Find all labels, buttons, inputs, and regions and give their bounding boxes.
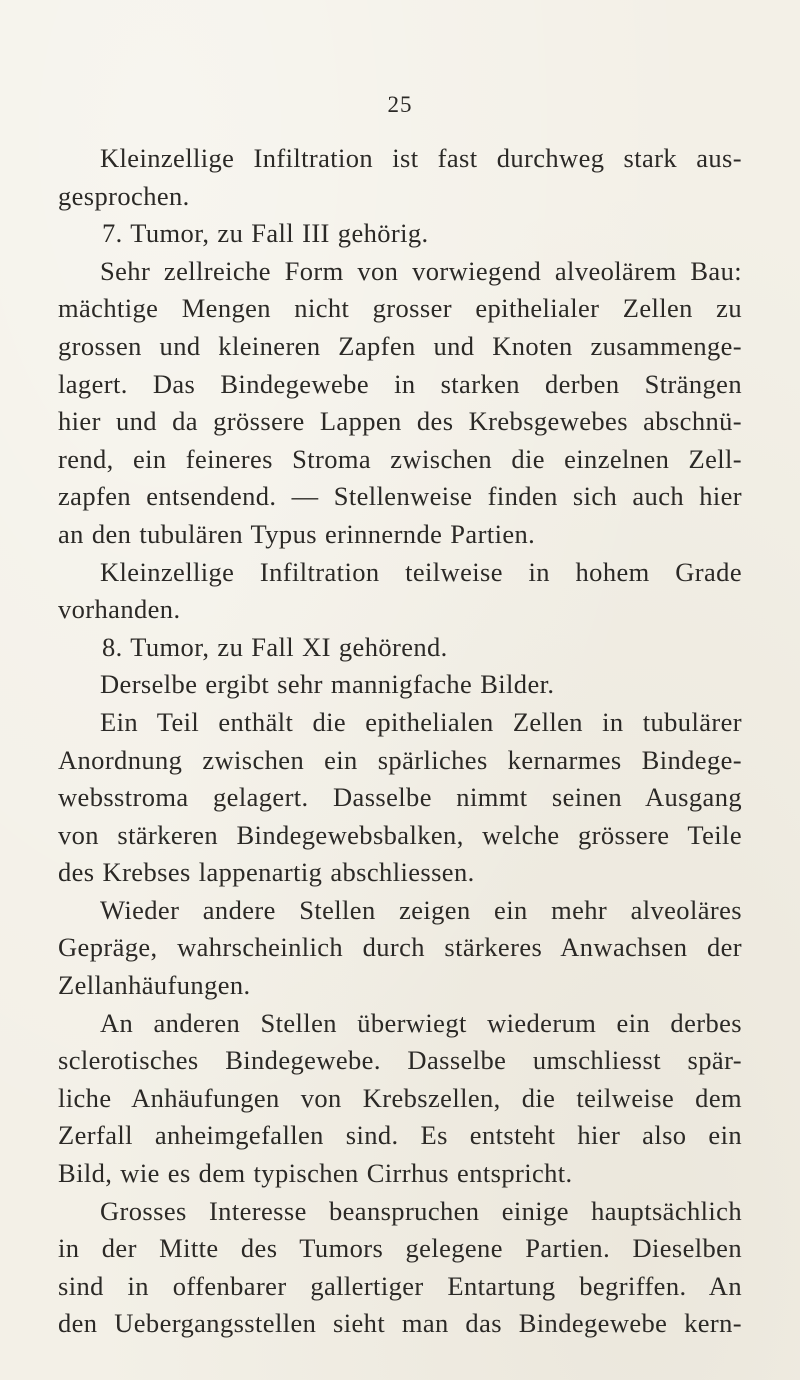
- section-heading: 8. Tumor, zu Fall XI gehörend.: [102, 631, 448, 662]
- text-line: Wieder andere Stellen zeigen ein mehr alveoläres: [100, 894, 742, 925]
- section-heading: 7. Tumor, zu Fall III gehörig.: [102, 218, 429, 249]
- text-line: Sehr zellreiche Form von vorwiegend alveolärem Bau:: [100, 255, 742, 286]
- text-line: Zerfall anheimgefallen sind. Es entsteht hier also ein: [58, 1120, 742, 1151]
- text-line: An anderen Stellen überwiegt wiederum ein derbes: [100, 1007, 742, 1038]
- text-line: von stärkeren Bindegewebsbalken, welche grössere Teile: [58, 819, 742, 850]
- text-line: sclerotisches Bindegewebe. Dasselbe umschliesst spär-: [58, 1045, 742, 1076]
- text-line: hier und da grössere Lappen des Krebsgewebes abschnü-: [58, 406, 742, 437]
- text-line: in der Mitte des Tumors gelegene Partien. Dieselben: [58, 1233, 742, 1264]
- text-line: Kleinzellige Infiltration teilweise in hohem Grade: [100, 556, 742, 587]
- text-line: grossen und kleineren Zapfen und Knoten zusammenge-: [58, 330, 742, 361]
- body-text: [58, 140, 742, 1343]
- text-line: vorhanden.: [58, 594, 181, 625]
- text-line: Zellanhäufungen.: [58, 970, 251, 1001]
- page-number: 25: [387, 92, 413, 117]
- text-line: Bild, wie es dem typischen Cirrhus entspricht.: [58, 1158, 573, 1189]
- text-line: lagert. Das Bindegewebe in starken derben Strängen: [58, 368, 742, 399]
- text-line: des Krebses lappenartig abschliessen.: [58, 857, 475, 888]
- text-line: liche Anhäufungen von Krebszellen, die teilweise dem: [58, 1082, 742, 1113]
- text-line: den Uebergangsstellen sieht man das Bindegewebe kern-: [58, 1308, 742, 1339]
- text-line: Grosses Interesse beanspruchen einige hauptsächlich: [100, 1195, 742, 1226]
- text-line: sind in offenbarer gallertiger Entartung begriffen. An: [58, 1270, 742, 1301]
- text-line: rend, ein feineres Stroma zwischen die einzelnen Zell-: [58, 443, 742, 474]
- text-line: gesprochen.: [58, 180, 190, 211]
- text-line: zapfen entsendend. — Stellenweise finden sich auch hier: [58, 481, 742, 512]
- text-line: Anordnung zwischen ein spärliches kernarmes Bindege-: [58, 744, 742, 775]
- text-line: an den tubulären Typus erinnernde Partien.: [58, 518, 536, 549]
- text-line: Derselbe ergibt sehr mannigfache Bilder.: [100, 669, 555, 700]
- text-line: websstroma gelagert. Dasselbe nimmt seinen Ausgang: [58, 782, 742, 813]
- text-line: Ein Teil enthält die epithelialen Zellen in tubulärer: [100, 706, 742, 737]
- text-line: Gepräge, wahrscheinlich durch stärkeres Anwachsen der: [58, 932, 742, 963]
- text-line: Kleinzellige Infiltration ist fast durchweg stark aus-: [100, 143, 742, 173]
- text-line: mächtige Mengen nicht grosser epithelialer Zellen zu: [58, 293, 742, 324]
